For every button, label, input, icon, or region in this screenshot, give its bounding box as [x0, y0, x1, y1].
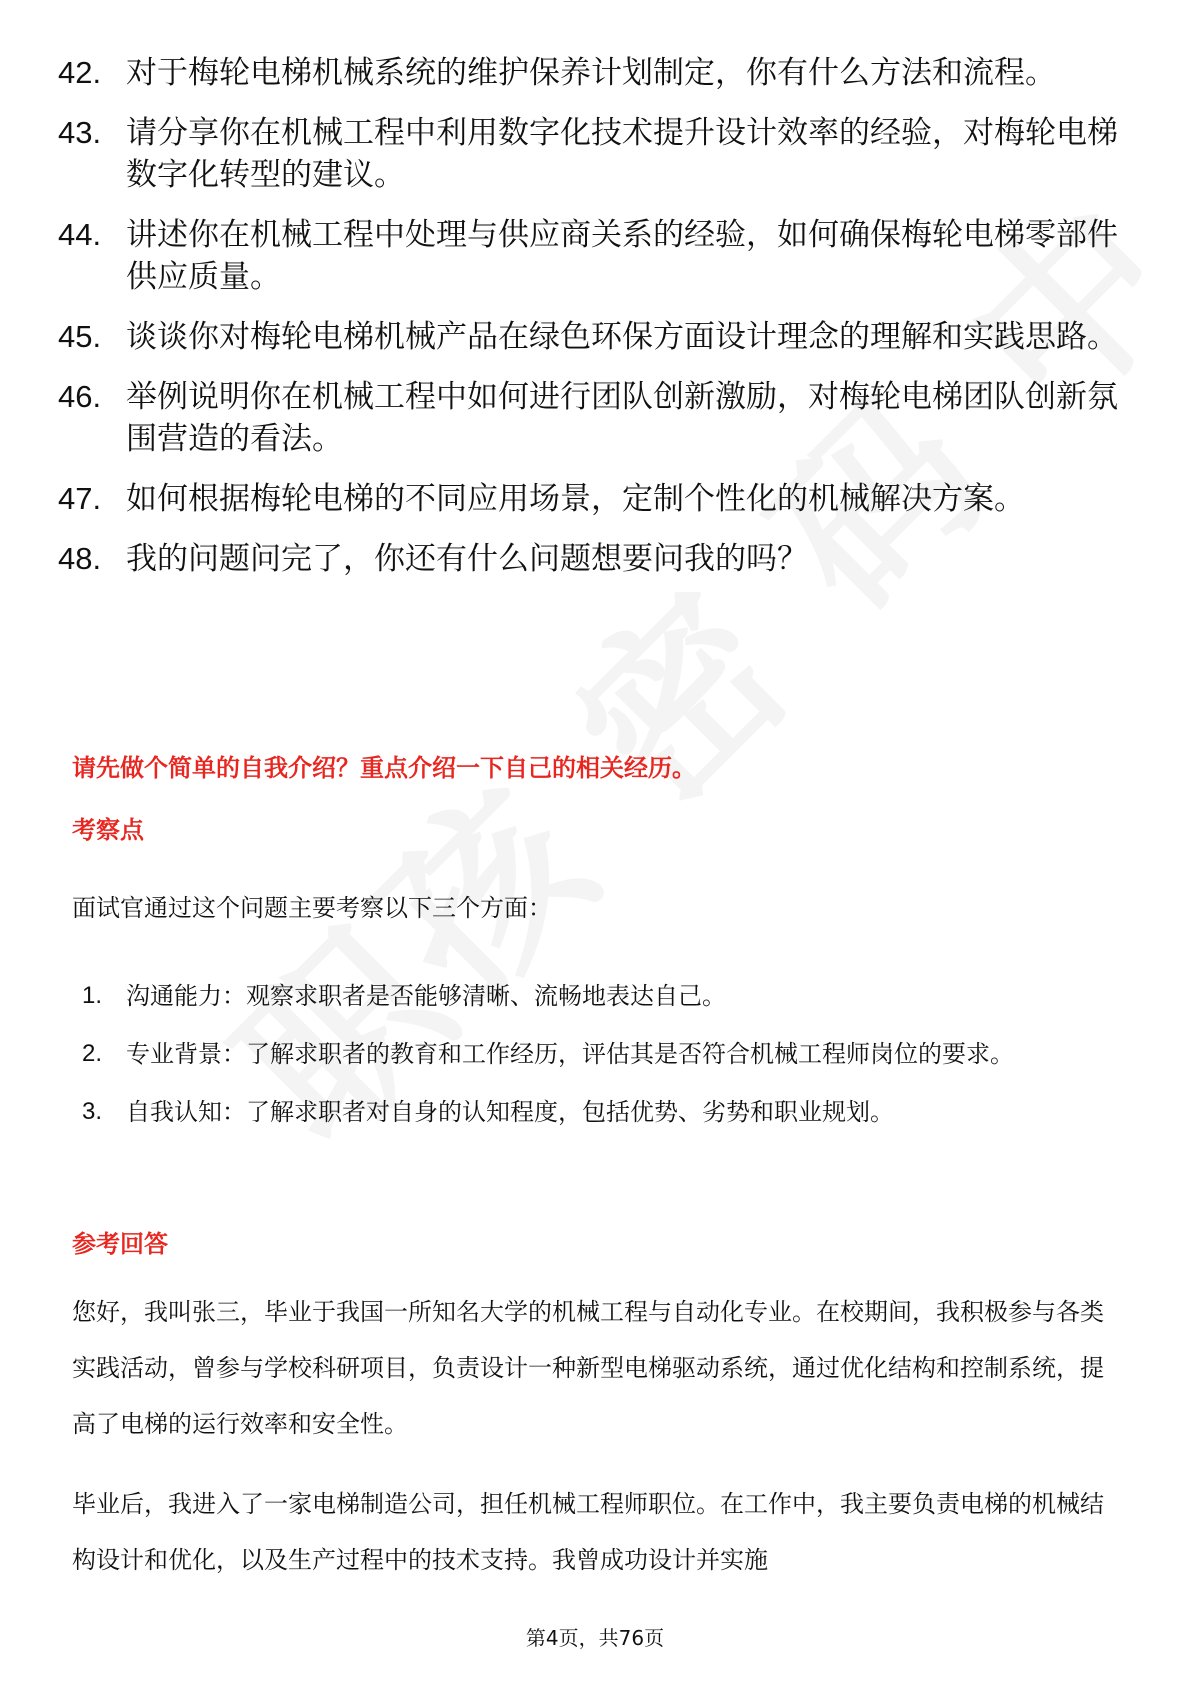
question-item: [58, 478, 1118, 520]
question-text: 举例说明你在机械工程中如何进行团队创新激励，对梅轮电梯团队创新氛围营造的看法。: [126, 379, 1118, 457]
question-text: 对于梅轮电梯机械系统的维护保养计划制定，你有什么方法和流程。: [126, 55, 1056, 91]
point-item: [82, 968, 1122, 1024]
answer-heading: 参考回答: [72, 1230, 168, 1258]
question-number: 43.: [58, 115, 102, 150]
question-number: 47.: [58, 481, 102, 516]
question-item: [58, 538, 1118, 580]
question-number: 44.: [58, 217, 102, 252]
question-text: 如何根据梅轮电梯的不同应用场景，定制个性化的机械解决方案。: [126, 481, 1025, 517]
point-item: [82, 1026, 1122, 1082]
question-text: 讲述你在机械工程中处理与供应商关系的经验，如何确保梅轮电梯零部件供应质量。: [126, 217, 1118, 295]
points-heading: 考察点: [72, 816, 144, 844]
question-number: 42.: [58, 55, 102, 90]
question-list: [58, 52, 1118, 598]
point-text: 沟通能力：观察求职者是否能够清晰、流畅地表达自己。: [126, 982, 726, 1010]
question-number: 48.: [58, 541, 102, 576]
question-heading: 请先做个简单的自我介绍？重点介绍一下自己的相关经历。: [72, 754, 696, 782]
point-number: 3.: [82, 1098, 103, 1125]
question-item: [58, 316, 1118, 358]
point-number: 2.: [82, 1040, 103, 1067]
point-number: 1.: [82, 982, 103, 1009]
answer-paragraph: 毕业后，我进入了一家电梯制造公司，担任机械工程师职位。在工作中，我主要负责电梯的机械结构设计和优化，以及生产过程中的技术支持。我曾成功设计并实施: [72, 1490, 1104, 1574]
question-number: 45.: [58, 319, 102, 354]
points-list: [82, 968, 1122, 1142]
question-text: 谈谈你对梅轮电梯机械产品在绿色环保方面设计理念的理解和实践思路。: [126, 319, 1118, 355]
point-text: 专业背景：了解求职者的教育和工作经历，评估其是否符合机械工程师岗位的要求。: [126, 1040, 1014, 1068]
question-item: [58, 52, 1118, 94]
question-text: 我的问题问完了，你还有什么问题想要问我的吗？: [126, 541, 808, 577]
question-number: 46.: [58, 379, 102, 414]
points-intro: 面试官通过这个问题主要考察以下三个方面：: [72, 894, 552, 922]
question-item: [58, 214, 1118, 298]
question-item: [58, 376, 1118, 460]
point-item: [82, 1084, 1122, 1140]
question-text: 请分享你在机械工程中利用数字化技术提升设计效率的经验，对梅轮电梯数字化转型的建议。: [126, 115, 1118, 193]
question-item: [58, 112, 1118, 196]
answer-paragraph: 您好，我叫张三，毕业于我国一所知名大学的机械工程与自动化专业。在校期间，我积极参与各类实践活动，曾参与学校科研项目，负责设计一种新型电梯驱动系统，通过优化结构和控制系统，提高了电梯的运行效率和安全性。: [72, 1298, 1104, 1438]
page-footer: 第4页，共76页: [525, 1626, 665, 1650]
point-text: 自我认知：了解求职者对自身的认知程度，包括优势、劣势和职业规划。: [126, 1098, 894, 1126]
